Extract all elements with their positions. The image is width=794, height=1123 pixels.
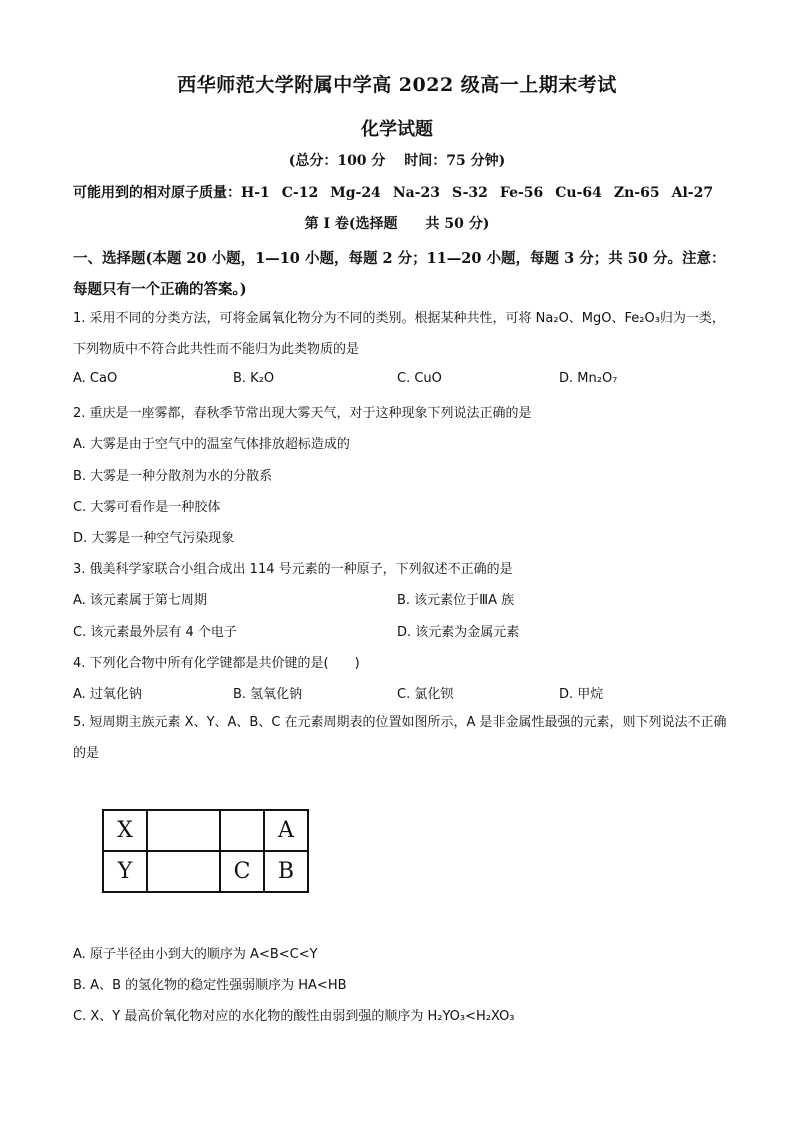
question-4-option-a: A. 过氧化钠: [73, 687, 142, 702]
question-2-option-b: B. 大雾是一种分散剂为水的分散系: [73, 469, 273, 484]
question-1-option-c: C. CuO: [397, 371, 442, 386]
question-3-option-b: B. 该元素位于ⅢA 族: [397, 593, 515, 608]
section-heading: 一、选择题(本题 20 小题，1—10 小题，每题 2 分；11—20 小题，每题 3 分；共 50 分。注意：每题只有一个正确的答案。): [73, 250, 726, 298]
question-1-option-d: D. Mn₂O₇: [559, 371, 618, 386]
question-5-option-a: A. 原子半径由小到大的顺序为 A<B<C<Y: [73, 947, 318, 962]
exam-title: 西华师范大学附属中学高 2022 级高一上期末考试: [177, 74, 617, 96]
atomic-mass-item: Zn-65: [613, 185, 660, 201]
question-1-option-b: B. K₂O: [233, 371, 275, 386]
question-3-option-c: C. 该元素最外层有 4 个电子: [73, 625, 237, 640]
question-4-option-b: B. 氢氧化钠: [233, 687, 303, 702]
table-cell: [147, 810, 220, 851]
atomic-mass-item: Na-23: [392, 185, 440, 201]
question-3-option-d: D. 该元素为金属元素: [397, 625, 520, 640]
question-1-option-a: A. CaO: [73, 371, 118, 386]
atomic-mass-line: [73, 182, 733, 202]
atomic-mass-item: C-12: [281, 185, 319, 201]
question-4-option-d: D. 甲烷: [559, 687, 604, 702]
question-3-stem: 3. 俄美科学家联合小组合成出 114 号元素的一种原子，下列叙述不正确的是: [73, 562, 513, 577]
atomic-mass-item: S-32: [451, 185, 488, 201]
table-cell: B: [264, 851, 308, 892]
atomic-mass-item: Mg-24: [330, 185, 381, 201]
question-2-option-a: A. 大雾是由于空气中的温室气体排放超标造成的: [73, 437, 350, 452]
table-cell: [147, 851, 220, 892]
question-4-option-c: C. 氯化钡: [397, 687, 454, 702]
question-3-option-a: A. 该元素属于第七周期: [73, 593, 207, 608]
question-5-option-c: C. X、Y 最高价氧化物对应的水化物的酸性由弱到强的顺序为 H₂YO₃<H₂XO₃: [73, 1009, 515, 1024]
volume-heading: 第 I 卷(选择题 共 50 分): [304, 216, 490, 232]
question-4-stem: 4. 下列化合物中所有化学键都是共价键的是( ): [73, 656, 360, 671]
periodic-table-excerpt: [102, 809, 309, 893]
table-cell: A: [264, 810, 308, 851]
exam-subtitle: 化学试题: [361, 119, 433, 140]
atomic-mass-item: Fe-56: [499, 185, 544, 201]
atomic-mass-item: H-1: [241, 185, 270, 201]
table-cell: Y: [103, 851, 147, 892]
atomic-mass-label: 可能用到的相对原子质量：: [73, 185, 241, 201]
question-2-option-c: C. 大雾可看作是一种胶体: [73, 500, 221, 515]
question-2-option-d: D. 大雾是一种空气污染现象: [73, 531, 235, 546]
table-cell: C: [220, 851, 264, 892]
atomic-mass-item: Al-27: [671, 185, 714, 201]
table-cell: X: [103, 810, 147, 851]
question-2-stem: 2. 重庆是一座雾都，春秋季节常出现大雾天气，对于这种现象下列说法正确的是: [73, 406, 532, 421]
question-1-stem: 1. 采用不同的分类方法，可将金属氧化物分为不同的类别。根据某种共性，可将 Na₂O、MgO、Fe₂O₃归为一类，下列物质中不符合此共性而不能归为此类物质的是: [73, 311, 725, 357]
exam-meta: (总分：100 分 时间：75 分钟): [288, 153, 506, 169]
question-5-stem: 5. 短周期主族元素 X、Y、A、B、C 在元素周期表的位置如图所示，A 是非金属性最强的元素，则下列说法不正确的是: [73, 715, 727, 761]
atomic-mass-item: Cu-64: [555, 185, 602, 201]
table-cell: [220, 810, 264, 851]
question-5-option-b: B. A、B 的氢化物的稳定性强弱顺序为 HA<HB: [73, 978, 347, 993]
